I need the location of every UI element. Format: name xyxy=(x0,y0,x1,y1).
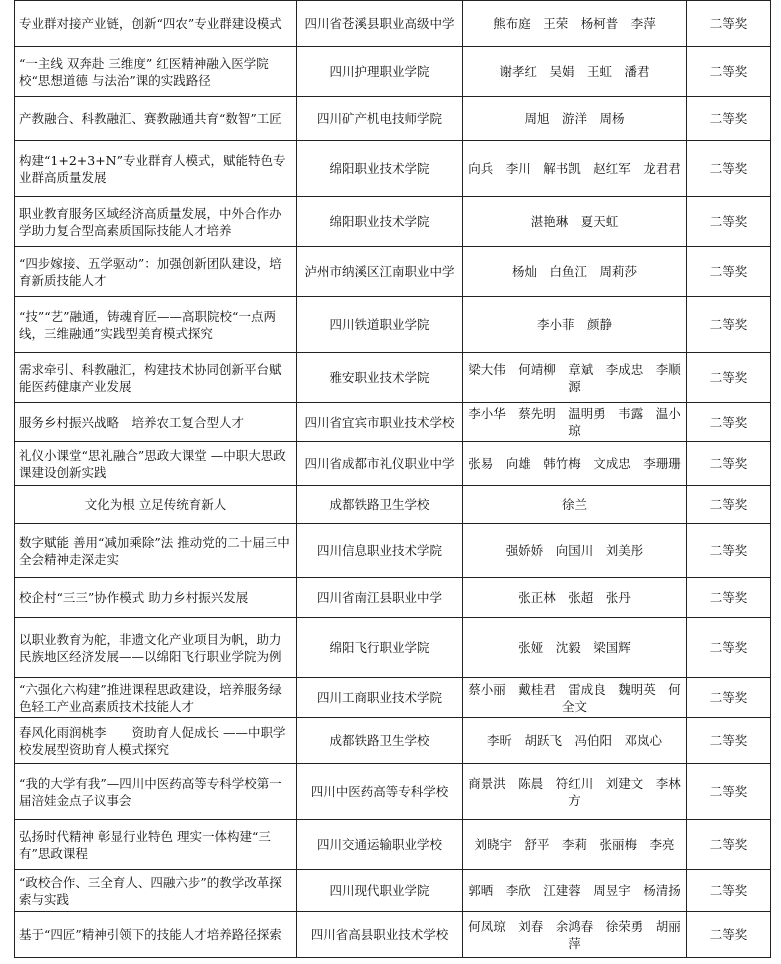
authors: 郭晒 李欣 江建蓉 周昱宇 杨清扬 xyxy=(463,870,687,912)
award-grade: 二等奖 xyxy=(687,578,771,618)
authors: 何凤琼 刘春 余鸿春 徐荣勇 胡丽萍 xyxy=(463,912,687,958)
institution: 四川省苍溪县职业高级中学 xyxy=(297,1,463,47)
table-row xyxy=(15,578,771,618)
project-title: 专业群对接产业链，创新“四农”专业群建设模式 xyxy=(15,1,297,47)
project-title: 基于“四匠”精神引领下的技能人才培养路径探索 xyxy=(15,912,297,958)
award-grade: 二等奖 xyxy=(687,870,771,912)
award-table-bottom-body xyxy=(15,486,771,958)
authors: 熊布庭 王荣 杨柯普 李萍 xyxy=(463,1,687,47)
institution: 四川现代职业学院 xyxy=(297,870,463,912)
authors: 李小华 蔡先明 温明勇 韦露 温小琼 xyxy=(463,403,687,442)
award-grade: 二等奖 xyxy=(687,718,771,764)
institution: 四川信息职业技术学院 xyxy=(297,524,463,578)
authors: 张正林 张超 张丹 xyxy=(463,578,687,618)
project-title: 构建“1+2+3+N”专业群育人模式，赋能特色专业群高质量发展 xyxy=(15,141,297,197)
award-grade: 二等奖 xyxy=(687,912,771,958)
award-grade: 二等奖 xyxy=(687,297,771,353)
project-title: 文化为根 立足传统育新人 xyxy=(15,486,297,524)
award-table-top-body xyxy=(15,1,771,486)
award-table-bottom xyxy=(14,485,771,958)
award-grade: 二等奖 xyxy=(687,678,771,718)
authors: 周旭 游洋 周杨 xyxy=(463,97,687,141)
table-row xyxy=(15,442,771,486)
institution: 绵阳职业技术学院 xyxy=(297,197,463,247)
award-grade: 二等奖 xyxy=(687,618,771,678)
table-row xyxy=(15,403,771,442)
authors: 张易 向雄 韩竹梅 文成忠 李珊珊 xyxy=(463,442,687,486)
project-title: 产教融合、科教融汇、赛教融通共育“数智”工匠 xyxy=(15,97,297,141)
table-row xyxy=(15,1,771,47)
award-grade: 二等奖 xyxy=(687,97,771,141)
authors: 张娅 沈毅 梁国辉 xyxy=(463,618,687,678)
award-grade: 二等奖 xyxy=(687,141,771,197)
table-row xyxy=(15,297,771,353)
institution: 泸州市纳溪区江南职业中学 xyxy=(297,247,463,297)
project-title: 以职业教育为舵，非遗文化产业项目为帆，助力民族地区经济发展——以绵阳飞行职业学院为例 xyxy=(15,618,297,678)
institution: 雅安职业技术学院 xyxy=(297,353,463,403)
authors: 梁大伟 何靖柳 章斌 李成忠 李顺源 xyxy=(463,353,687,403)
project-title: “我的大学有我”—四川中医药高等专科学校第一届涪娃金点子议事会 xyxy=(15,764,297,820)
institution: 四川交通运输职业学校 xyxy=(297,820,463,870)
award-table-top xyxy=(14,0,771,486)
authors: 李昕 胡跃飞 冯伯阳 邓岚心 xyxy=(463,718,687,764)
institution: 四川矿产机电技师学院 xyxy=(297,97,463,141)
award-grade: 二等奖 xyxy=(687,764,771,820)
table-row xyxy=(15,718,771,764)
institution: 四川省成都市礼仪职业中学 xyxy=(297,442,463,486)
project-title: 校企村“三三”协作模式 助力乡村振兴发展 xyxy=(15,578,297,618)
institution: 四川省宜宾市职业技术学校 xyxy=(297,403,463,442)
authors: 强娇娇 向国川 刘美彤 xyxy=(463,524,687,578)
authors: 徐兰 xyxy=(463,486,687,524)
project-title: “六强化六构建”推进课程思政建设，培养服务绿色轻工产业高素质技术技能人才 xyxy=(15,678,297,718)
award-grade: 二等奖 xyxy=(687,1,771,47)
institution: 成都铁路卫生学校 xyxy=(297,486,463,524)
table-row xyxy=(15,197,771,247)
institution: 四川省高县职业技术学校 xyxy=(297,912,463,958)
project-title: “政校合作、三全育人、四融六步”的教学改革探索与实践 xyxy=(15,870,297,912)
table-row xyxy=(15,764,771,820)
table-row xyxy=(15,141,771,197)
table-row xyxy=(15,912,771,958)
project-title: 需求牵引、科教融汇，构建技术协同创新平台赋能医药健康产业发展 xyxy=(15,353,297,403)
table-row xyxy=(15,486,771,524)
table-row xyxy=(15,524,771,578)
award-grade: 二等奖 xyxy=(687,247,771,297)
authors: 谢孝红 吴娟 王虹 潘君 xyxy=(463,47,687,97)
institution: 四川省南江县职业中学 xyxy=(297,578,463,618)
authors: 李小菲 颜静 xyxy=(463,297,687,353)
table-row xyxy=(15,820,771,870)
institution: 成都铁路卫生学校 xyxy=(297,718,463,764)
award-grade: 二等奖 xyxy=(687,486,771,524)
table-row xyxy=(15,247,771,297)
table-row xyxy=(15,353,771,403)
award-grade: 二等奖 xyxy=(687,442,771,486)
award-grade: 二等奖 xyxy=(687,524,771,578)
project-title: “技”“艺”融通，铸魂育匠——高职院校“一点两线，三维融通”实践型美育模式探究 xyxy=(15,297,297,353)
institution: 四川铁道职业学院 xyxy=(297,297,463,353)
project-title: 数字赋能 善用“减加乘除”法 推动党的二十届三中全会精神走深走实 xyxy=(15,524,297,578)
institution: 四川中医药高等专科学校 xyxy=(297,764,463,820)
project-title: 弘扬时代精神 彰显行业特色 理实一体构建“三有”思政课程 xyxy=(15,820,297,870)
authors: 蔡小丽 戴桂君 雷成良 魏明英 何全文 xyxy=(463,678,687,718)
table-row xyxy=(15,678,771,718)
award-grade: 二等奖 xyxy=(687,47,771,97)
project-title: 职业教育服务区域经济高质量发展，中外合作办学助力复合型高素质国际技能人才培养 xyxy=(15,197,297,247)
authors: 向兵 李川 解书凯 赵红军 龙君君 xyxy=(463,141,687,197)
authors: 杨灿 白鱼江 周莉莎 xyxy=(463,247,687,297)
award-grade: 二等奖 xyxy=(687,820,771,870)
table-row xyxy=(15,97,771,141)
project-title: 服务乡村振兴战略 培养农工复合型人才 xyxy=(15,403,297,442)
table-row xyxy=(15,47,771,97)
institution: 绵阳职业技术学院 xyxy=(297,141,463,197)
project-title: “四步嫁接、五学驱动”：加强创新团队建设，培育新质技能人才 xyxy=(15,247,297,297)
award-grade: 二等奖 xyxy=(687,353,771,403)
authors: 刘晓宇 舒平 李莉 张丽梅 李亮 xyxy=(463,820,687,870)
institution: 四川工商职业技术学院 xyxy=(297,678,463,718)
institution: 绵阳飞行职业学院 xyxy=(297,618,463,678)
authors: 商景洪 陈晨 符红川 刘建文 李林方 xyxy=(463,764,687,820)
award-grade: 二等奖 xyxy=(687,197,771,247)
table-row xyxy=(15,618,771,678)
award-grade: 二等奖 xyxy=(687,403,771,442)
authors: 湛艳琳 夏天虹 xyxy=(463,197,687,247)
project-title: 礼仪小课堂“思礼融合”思政大课堂 —中职大思政课建设创新实践 xyxy=(15,442,297,486)
project-title: “一主线 双奔赴 三维度” 红医精神融入医学院校“思想道德 与法治”课的实践路径 xyxy=(15,47,297,97)
table-row xyxy=(15,870,771,912)
institution: 四川护理职业学院 xyxy=(297,47,463,97)
project-title: 春风化雨润桃李 资助育人促成长 ——中职学校发展型资助育人模式探究 xyxy=(15,718,297,764)
